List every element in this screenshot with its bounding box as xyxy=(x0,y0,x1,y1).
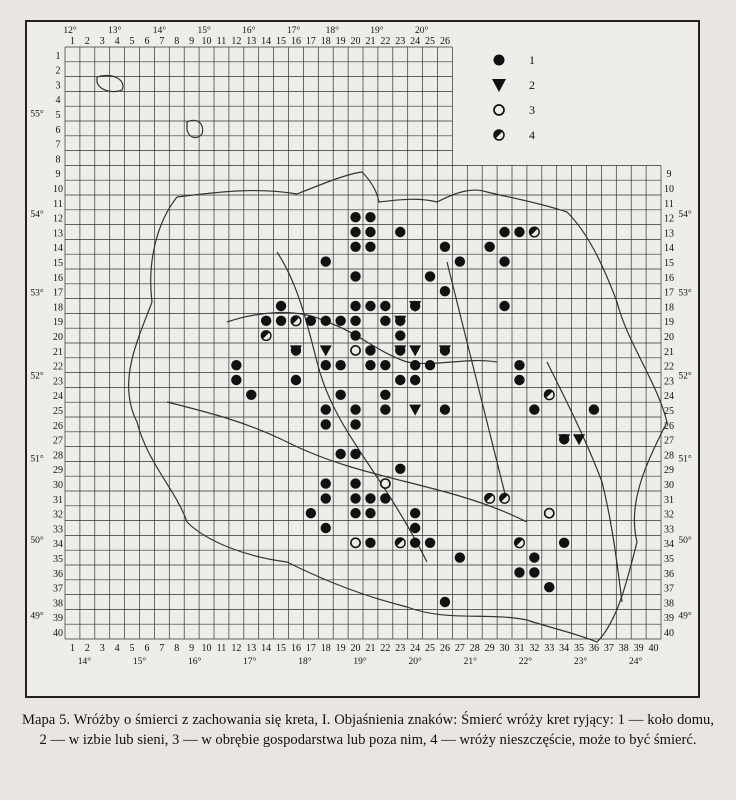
column-number-bottom: 20 xyxy=(350,643,361,654)
symbol-3-open-circle xyxy=(351,538,360,547)
latitude-label-left: 51° xyxy=(30,454,44,465)
symbol-1-filled-circle xyxy=(529,552,539,562)
legend-symbol-open-circle xyxy=(494,105,504,115)
symbol-1-filled-circle xyxy=(350,301,360,311)
column-number-top: 2 xyxy=(84,36,90,47)
column-number-top: 10 xyxy=(201,36,212,47)
latitude-label-right: 53° xyxy=(678,288,692,299)
legend-item-2 xyxy=(492,78,535,92)
row-number-left: 4 xyxy=(55,95,61,107)
column-number-bottom: 28 xyxy=(469,643,480,654)
row-number-left: 26 xyxy=(53,420,63,432)
symbol-1-filled-circle xyxy=(410,538,420,548)
symbol-1-filled-circle xyxy=(365,242,375,252)
row-number-right: 14 xyxy=(664,243,674,255)
column-number-top: 16 xyxy=(290,36,301,47)
symbol-1-filled-circle xyxy=(380,493,390,503)
legend-item-4 xyxy=(494,128,535,142)
column-number-bottom: 13 xyxy=(246,643,257,654)
column-number-bottom: 22 xyxy=(380,643,391,654)
row-number-left: 6 xyxy=(55,124,61,136)
symbol-1-filled-circle xyxy=(440,597,450,607)
longitude-label-top: 13° xyxy=(108,26,122,36)
column-number-top: 17 xyxy=(305,36,316,47)
symbol-1-filled-circle xyxy=(350,449,360,459)
row-number-right: 21 xyxy=(664,346,674,358)
row-number-left: 3 xyxy=(55,80,61,92)
symbol-1-filled-circle xyxy=(380,390,390,400)
symbol-1-filled-circle xyxy=(306,508,316,518)
latitude-label-right: 52° xyxy=(678,371,692,382)
column-number-bottom: 16 xyxy=(290,643,301,654)
longitude-label-top: 12° xyxy=(63,26,77,36)
row-number-right: 9 xyxy=(666,169,672,181)
row-number-right: 11 xyxy=(664,198,674,210)
column-number-top: 14 xyxy=(261,36,272,47)
row-number-left: 1 xyxy=(55,50,61,62)
coastline xyxy=(177,172,487,202)
row-number-left: 10 xyxy=(53,184,63,195)
symbol-1-filled-circle xyxy=(231,375,241,385)
symbol-1-filled-circle xyxy=(499,256,509,266)
column-number-bottom: 29 xyxy=(484,643,495,654)
latitude-label-right: 49° xyxy=(678,611,692,622)
row-number-right: 31 xyxy=(664,494,674,506)
column-number-bottom: 6 xyxy=(144,643,150,654)
symbol-2-filled-triangle xyxy=(573,434,585,445)
column-number-top: 18 xyxy=(320,36,331,47)
region-border-3 xyxy=(447,262,507,502)
column-number-bottom: 2 xyxy=(84,643,90,654)
symbol-1-filled-circle xyxy=(291,375,301,385)
longitude-label-top: 16° xyxy=(242,26,256,36)
symbol-3-open-circle xyxy=(351,346,360,355)
row-number-left: 8 xyxy=(55,154,61,166)
legend-item-3 xyxy=(494,103,535,117)
column-number-bottom: 3 xyxy=(99,643,105,654)
row-number-right: 27 xyxy=(664,435,674,447)
row-number-right: 33 xyxy=(664,524,674,536)
row-number-left: 38 xyxy=(53,598,63,610)
column-number-top: 12 xyxy=(231,36,242,47)
latitude-label-left: 50° xyxy=(30,535,44,546)
row-number-left: 35 xyxy=(53,554,63,565)
longitude-label-bottom: 14° xyxy=(77,657,92,667)
row-number-right: 17 xyxy=(664,287,674,299)
longitude-label-top: 18° xyxy=(325,26,339,36)
symbol-1-filled-circle xyxy=(306,316,316,326)
longitude-label-bottom: 16° xyxy=(187,657,202,667)
row-number-left: 30 xyxy=(53,480,63,491)
symbol-1-filled-circle xyxy=(350,227,360,237)
symbol-4-half-filled-circle xyxy=(500,494,510,504)
column-number-bottom: 12 xyxy=(231,643,242,654)
latitude-label-left: 49° xyxy=(30,611,44,622)
latitude-label-right: 54° xyxy=(678,210,692,221)
legend-symbol-filled-circle xyxy=(494,55,505,66)
row-number-right: 19 xyxy=(664,317,674,329)
symbol-1-filled-circle xyxy=(440,242,450,252)
symbol-1-filled-circle xyxy=(335,360,345,370)
legend-label: 1 xyxy=(529,53,535,67)
symbol-1-filled-circle xyxy=(589,404,599,414)
symbol-1-filled-circle xyxy=(276,316,286,326)
row-number-left: 32 xyxy=(53,509,63,521)
symbol-1-filled-circle xyxy=(529,404,539,414)
column-number-bottom: 36 xyxy=(588,643,599,654)
symbol-1-filled-circle xyxy=(231,360,241,370)
observation-points xyxy=(231,212,599,607)
longitude-label-bottom: 22° xyxy=(518,657,533,667)
symbol-1-filled-circle xyxy=(335,449,345,459)
symbol-1-filled-circle xyxy=(514,567,524,577)
symbol-1-filled-circle xyxy=(350,316,360,326)
column-number-bottom: 35 xyxy=(574,643,585,654)
column-number-top: 4 xyxy=(114,36,120,47)
row-number-right: 28 xyxy=(664,450,674,462)
row-number-right: 18 xyxy=(664,302,674,314)
column-number-top: 8 xyxy=(174,36,180,47)
symbol-1-filled-circle xyxy=(321,256,331,266)
symbol-1-filled-circle xyxy=(276,301,286,311)
symbol-1-filled-circle xyxy=(321,360,331,370)
symbol-1-filled-circle xyxy=(514,360,524,370)
longitude-label-top: 17° xyxy=(286,26,301,36)
symbol-4-half-filled-circle xyxy=(530,227,540,237)
row-number-left: 23 xyxy=(53,376,63,388)
row-number-left: 40 xyxy=(53,628,63,639)
symbol-1-filled-circle xyxy=(365,360,375,370)
column-number-bottom: 17 xyxy=(305,643,316,654)
row-number-right: 34 xyxy=(664,539,674,551)
symbol-1-filled-circle xyxy=(529,567,539,577)
latitude-label-right: 50° xyxy=(678,535,692,546)
row-number-left: 15 xyxy=(53,258,63,269)
column-number-bottom: 38 xyxy=(618,643,629,654)
symbol-4-half-filled-circle xyxy=(515,538,525,548)
row-number-left: 7 xyxy=(55,139,61,151)
map-caption: Mapa 5. Wróżby o śmierci z zachowania się kreta, I. Objaśnienia znaków: Śmierć wróży kret ryjący: 1 — koło domu, 2 — w izbie lub sieni, 3 — w obrębie gospodarstwa lub poza nim, 4 — wróży nieszczęście, może to być śmierć. xyxy=(22,712,714,748)
symbol-4-half-filled-circle xyxy=(395,538,405,548)
symbol-1-filled-circle xyxy=(455,256,465,266)
symbol-1-filled-circle xyxy=(544,582,554,592)
symbol-1-filled-circle xyxy=(350,493,360,503)
row-number-left: 28 xyxy=(53,450,63,462)
row-number-left: 13 xyxy=(53,228,63,240)
region-border-4 xyxy=(167,402,527,522)
column-number-top: 26 xyxy=(439,36,450,47)
row-number-left: 29 xyxy=(53,465,63,477)
map-legend xyxy=(492,53,535,142)
latitude-label-left: 52° xyxy=(30,371,44,382)
symbol-1-filled-circle xyxy=(514,375,524,385)
column-number-top: 24 xyxy=(410,36,421,47)
row-number-left: 33 xyxy=(53,524,63,536)
column-number-top: 21 xyxy=(365,36,376,47)
lake-outline xyxy=(187,120,203,137)
symbol-1-filled-circle xyxy=(410,508,420,518)
symbol-1-filled-circle xyxy=(261,316,271,326)
column-number-bottom: 23 xyxy=(395,643,406,654)
row-number-right: 20 xyxy=(664,332,674,343)
row-number-left: 27 xyxy=(53,435,63,447)
row-number-right: 23 xyxy=(664,376,674,388)
symbol-2-filled-triangle xyxy=(409,405,421,416)
column-number-top: 15 xyxy=(276,36,287,47)
region-border-5 xyxy=(547,362,622,602)
symbol-1-filled-circle xyxy=(425,360,435,370)
symbol-1-filled-circle xyxy=(350,478,360,488)
symbol-1-filled-circle xyxy=(484,242,494,252)
legend-label: 2 xyxy=(529,78,535,92)
row-number-right: 13 xyxy=(664,228,674,240)
symbol-1-filled-circle xyxy=(514,227,524,237)
row-number-left: 9 xyxy=(55,169,61,181)
symbol-1-filled-circle xyxy=(350,242,360,252)
row-number-left: 24 xyxy=(53,391,63,403)
row-number-left: 31 xyxy=(53,494,63,506)
symbol-1-filled-circle xyxy=(365,493,375,503)
legend-item-1 xyxy=(494,53,536,67)
legend-symbol-filled-triangle xyxy=(492,79,506,92)
row-number-right: 38 xyxy=(664,598,674,610)
column-number-bottom: 30 xyxy=(499,643,510,654)
column-number-bottom: 18 xyxy=(320,643,331,654)
column-number-bottom: 1 xyxy=(69,643,75,654)
symbol-1-filled-circle xyxy=(440,404,450,414)
row-number-left: 12 xyxy=(53,213,63,225)
symbol-1-filled-circle xyxy=(365,538,375,548)
symbol-1-filled-circle xyxy=(321,493,331,503)
symbol-1-filled-circle xyxy=(395,464,405,474)
symbol-1-filled-circle xyxy=(365,508,375,518)
column-number-bottom: 39 xyxy=(633,643,644,654)
symbol-1-filled-circle xyxy=(410,523,420,533)
row-number-right: 40 xyxy=(664,628,674,639)
symbol-4-half-filled-circle xyxy=(261,331,271,341)
row-number-left: 20 xyxy=(53,332,63,343)
row-number-left: 5 xyxy=(55,110,61,121)
column-number-bottom: 31 xyxy=(514,643,525,654)
symbol-4-half-filled-circle xyxy=(291,316,301,326)
symbol-1-filled-circle xyxy=(380,360,390,370)
row-number-right: 37 xyxy=(664,583,674,595)
row-number-right: 10 xyxy=(664,184,674,195)
row-number-left: 22 xyxy=(53,361,63,373)
column-number-bottom: 4 xyxy=(114,643,120,654)
symbol-1-filled-circle xyxy=(335,316,345,326)
symbol-1-filled-circle xyxy=(559,538,569,548)
column-number-top: 13 xyxy=(246,36,257,47)
column-number-top: 23 xyxy=(395,36,406,47)
map-frame xyxy=(25,20,700,698)
row-number-right: 26 xyxy=(664,420,674,432)
column-number-bottom: 32 xyxy=(529,643,540,654)
column-number-bottom: 15 xyxy=(276,643,287,654)
column-number-top: 5 xyxy=(129,36,135,47)
column-number-top: 19 xyxy=(335,36,346,47)
symbol-1-filled-circle xyxy=(499,227,509,237)
column-number-top: 3 xyxy=(99,36,105,47)
column-number-bottom: 11 xyxy=(216,643,227,654)
longitude-label-bottom: 20° xyxy=(408,657,422,667)
symbol-1-filled-circle xyxy=(350,212,360,222)
row-number-right: 25 xyxy=(664,406,674,417)
column-number-top: 25 xyxy=(425,36,436,47)
row-number-right: 32 xyxy=(664,509,674,521)
atlas-map xyxy=(27,22,698,696)
row-number-right: 15 xyxy=(664,258,674,269)
symbol-1-filled-circle xyxy=(321,316,331,326)
symbol-1-filled-circle xyxy=(335,390,345,400)
row-number-left: 21 xyxy=(53,346,63,358)
symbol-1-filled-circle xyxy=(365,227,375,237)
symbol-1-filled-circle xyxy=(395,375,405,385)
column-number-top: 11 xyxy=(216,36,227,47)
symbol-1-filled-circle xyxy=(455,552,465,562)
latitude-label-right: 51° xyxy=(678,454,692,465)
symbol-1-filled-circle xyxy=(380,404,390,414)
longitude-label-top: 20° xyxy=(414,26,429,36)
column-number-bottom: 33 xyxy=(544,643,555,654)
row-number-right: 22 xyxy=(664,361,674,373)
symbol-1-filled-circle xyxy=(425,538,435,548)
latitude-label-left: 55° xyxy=(30,109,44,120)
symbol-3-open-circle xyxy=(381,479,390,488)
row-number-right: 16 xyxy=(664,272,674,284)
row-number-left: 14 xyxy=(53,243,63,255)
column-number-bottom: 24 xyxy=(410,643,421,654)
symbol-3-open-circle xyxy=(545,509,554,518)
row-number-left: 36 xyxy=(53,568,63,580)
symbol-1-filled-circle xyxy=(395,227,405,237)
symbol-1-filled-circle xyxy=(410,375,420,385)
legend-label: 3 xyxy=(529,103,535,117)
longitude-label-bottom: 23° xyxy=(573,657,588,667)
row-number-left: 34 xyxy=(53,539,63,551)
row-number-right: 30 xyxy=(664,480,674,491)
row-number-right: 39 xyxy=(664,613,674,625)
column-number-bottom: 40 xyxy=(648,643,659,654)
symbol-1-filled-circle xyxy=(365,345,375,355)
row-number-left: 37 xyxy=(53,583,63,595)
latitude-label-left: 53° xyxy=(30,288,44,299)
column-number-bottom: 25 xyxy=(425,643,436,654)
column-number-bottom: 37 xyxy=(603,643,614,654)
symbol-1-filled-circle xyxy=(350,419,360,429)
symbol-2-filled-triangle xyxy=(409,345,421,356)
column-number-top: 7 xyxy=(159,36,165,47)
column-number-bottom: 8 xyxy=(174,643,180,654)
symbol-1-filled-circle xyxy=(350,508,360,518)
row-number-left: 25 xyxy=(53,406,63,417)
symbol-1-filled-circle xyxy=(365,301,375,311)
symbol-1-filled-circle xyxy=(321,478,331,488)
longitude-label-top: 14° xyxy=(152,26,167,36)
column-number-bottom: 34 xyxy=(559,643,570,654)
legend-label: 4 xyxy=(529,128,535,142)
column-number-bottom: 5 xyxy=(129,643,135,654)
symbol-1-filled-circle xyxy=(380,301,390,311)
symbol-1-filled-circle xyxy=(425,271,435,281)
longitude-label-bottom: 19° xyxy=(353,657,367,667)
row-number-right: 29 xyxy=(664,465,674,477)
symbol-1-filled-circle xyxy=(365,212,375,222)
column-number-bottom: 26 xyxy=(439,643,450,654)
row-number-left: 19 xyxy=(53,317,63,329)
symbol-1-filled-circle xyxy=(410,360,420,370)
longitude-label-top: 19° xyxy=(370,26,384,36)
column-number-bottom: 27 xyxy=(454,643,465,654)
column-number-top: 1 xyxy=(69,36,75,47)
column-number-bottom: 10 xyxy=(201,643,212,654)
symbol-1-filled-circle xyxy=(350,271,360,281)
column-number-top: 22 xyxy=(380,36,391,47)
longitude-label-bottom: 18° xyxy=(298,657,312,667)
symbol-1-filled-circle xyxy=(321,523,331,533)
row-number-left: 17 xyxy=(53,287,63,299)
symbol-1-filled-circle xyxy=(246,390,256,400)
column-number-top: 9 xyxy=(189,36,195,47)
column-number-top: 6 xyxy=(144,36,150,47)
symbol-1-filled-circle xyxy=(321,419,331,429)
symbol-1-filled-circle xyxy=(321,404,331,414)
latitude-label-left: 54° xyxy=(30,210,44,221)
grid-lines xyxy=(65,47,661,639)
border-outlines xyxy=(97,75,667,642)
row-number-left: 2 xyxy=(55,65,61,77)
symbol-1-filled-circle xyxy=(350,404,360,414)
longitude-label-bottom: 24° xyxy=(629,657,643,667)
column-number-bottom: 19 xyxy=(335,643,346,654)
column-number-top: 20 xyxy=(350,36,361,47)
row-number-left: 18 xyxy=(53,302,63,314)
row-number-left: 11 xyxy=(53,198,63,210)
column-number-bottom: 21 xyxy=(365,643,376,654)
symbol-4-half-filled-circle xyxy=(485,494,495,504)
longitude-label-top: 15° xyxy=(197,26,211,36)
longitude-label-bottom: 21° xyxy=(463,657,477,667)
symbol-1-filled-circle xyxy=(499,301,509,311)
longitude-label-bottom: 15° xyxy=(132,657,147,667)
row-number-left: 39 xyxy=(53,613,63,625)
longitude-label-bottom: 17° xyxy=(243,657,257,667)
symbol-1-filled-circle xyxy=(395,330,405,340)
symbol-1-filled-circle xyxy=(440,286,450,296)
row-number-right: 24 xyxy=(664,391,674,403)
row-number-right: 35 xyxy=(664,554,674,565)
row-number-left: 16 xyxy=(53,272,63,284)
symbol-2-filled-triangle xyxy=(320,345,332,356)
symbol-4-half-filled-circle xyxy=(544,390,554,400)
symbol-1-filled-circle xyxy=(350,330,360,340)
symbol-1-filled-circle xyxy=(380,316,390,326)
column-number-bottom: 14 xyxy=(261,643,272,654)
column-number-bottom: 7 xyxy=(159,643,165,654)
column-number-bottom: 9 xyxy=(189,643,195,654)
row-number-right: 12 xyxy=(664,213,674,225)
row-number-right: 36 xyxy=(664,568,674,580)
